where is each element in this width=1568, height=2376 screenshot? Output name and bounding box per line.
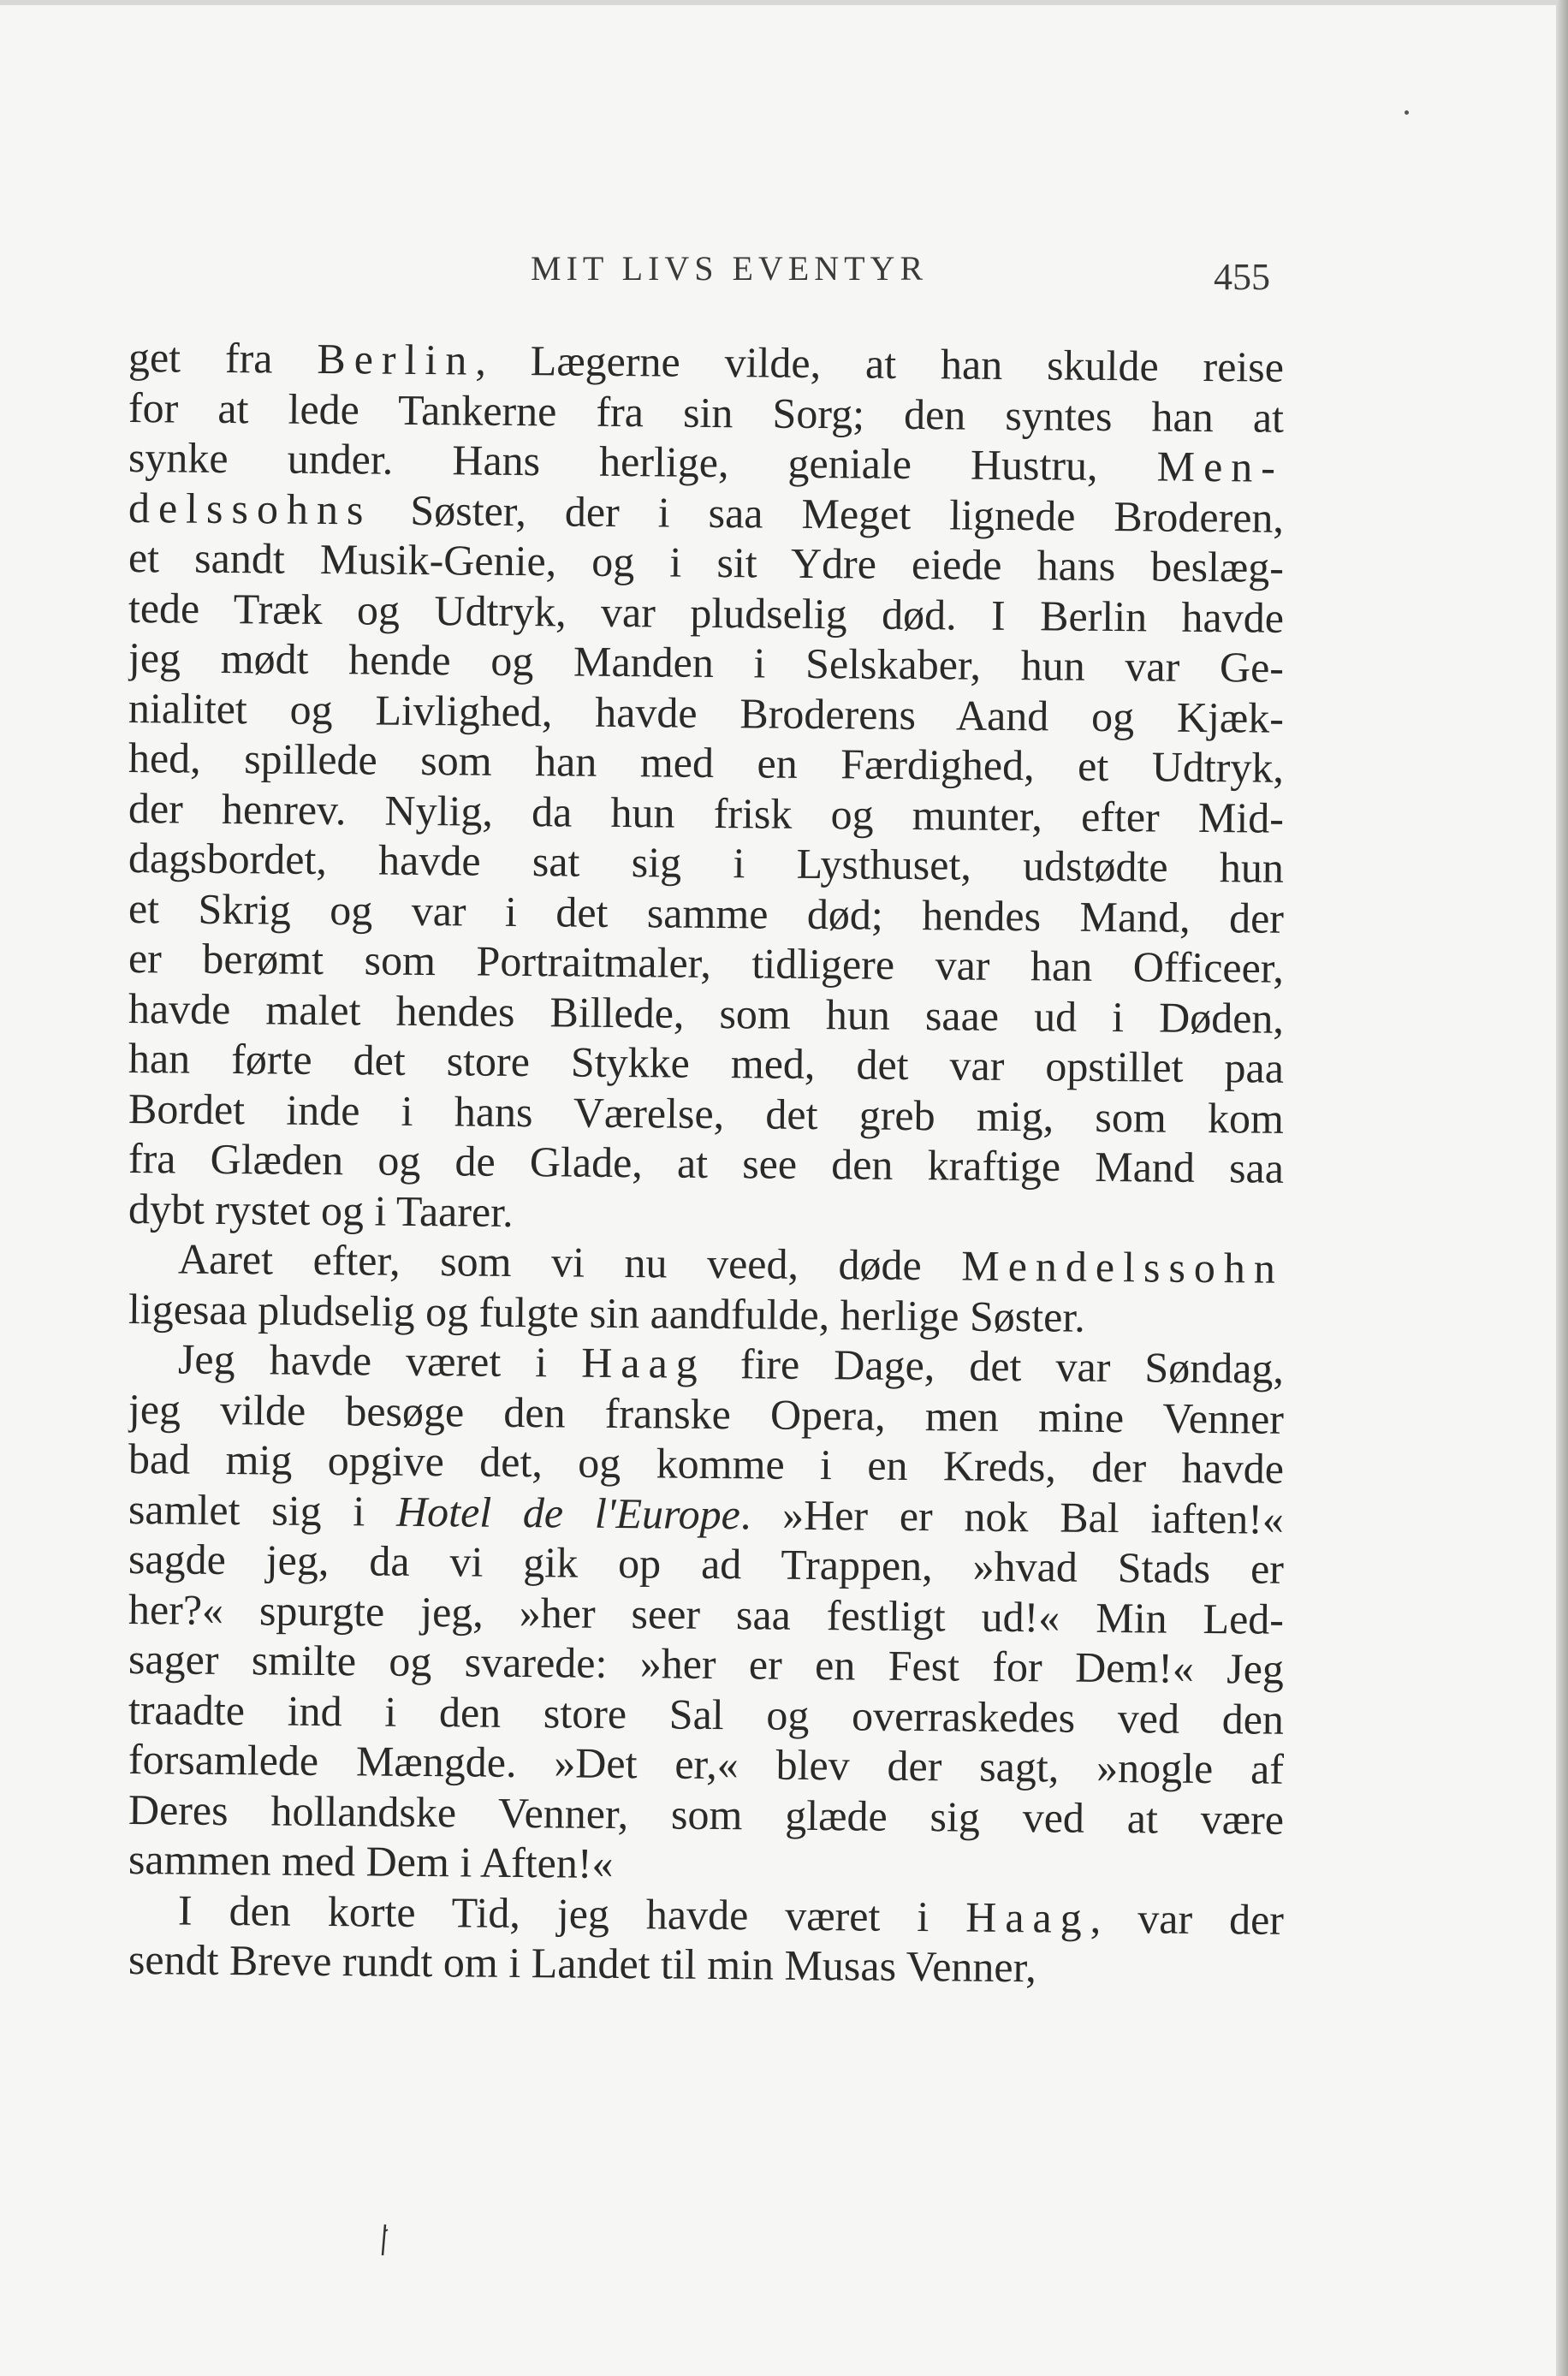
text-line: jeg vilde besøge den franske Opera, men mine Venner <box>128 1384 1285 1443</box>
text-line: delssohns Søster, der i saa Meget lignede Broderen, <box>128 483 1285 542</box>
scan-top-edge <box>0 0 1568 5</box>
text-line: et sandt Musik-Genie, og i sit Ydre eiede hans beslæg- <box>128 533 1285 591</box>
spaced-name: Haag <box>965 1892 1091 1942</box>
text-line: get fra Berlin, Lægerne vilde, at han skulde reise <box>128 333 1285 391</box>
text-line: synke under. Hans herlige, geniale Hustru, Men- <box>128 433 1285 491</box>
scan-right-edge <box>1556 0 1568 2376</box>
text-line: hed, spillede som han med en Færdighed, et Udtryk, <box>128 734 1285 792</box>
text-line: forsamlede Mængde. »Det er,« blev der sagt, »nogle af <box>128 1735 1285 1793</box>
text-line: han førte det store Stykke med, det var opstillet paa <box>128 1034 1285 1092</box>
body-text <box>128 332 1285 1992</box>
text-line: samlet sig i Hotel de l'Europe. »Her er nok Bal iaften!« <box>128 1484 1285 1543</box>
text-line: I den korte Tid, jeg havde været i Haag, var der <box>177 1886 1285 1944</box>
spaced-name: Haag <box>581 1338 707 1387</box>
text-line: fra Glæden og de Glade, at see den kraftige Mand saa <box>128 1134 1285 1192</box>
text-line: Bordet inde i hans Værelse, det greb mig, som kom <box>128 1084 1285 1143</box>
text-line: Aaret efter, som vi nu veed, døde Mendelssohn <box>177 1234 1285 1292</box>
running-title: MIT LIVS EVENTYR <box>531 249 929 288</box>
pencil-mark <box>380 2223 389 2257</box>
text-line: er berømt som Portraitmaler, tidligere var han Officeer, <box>128 934 1285 992</box>
spaced-name: Berlin <box>317 334 476 384</box>
text-line: der henrev. Nylig, da hun frisk og munter, efter Mid- <box>128 783 1285 842</box>
text-line: jeg mødt hende og Manden i Selskaber, hun var Ge- <box>128 633 1285 692</box>
italic-text: Hotel de l'Europe <box>395 1487 741 1538</box>
text-line: bad mig opgive det, og komme i en Kreds, der havde <box>128 1435 1285 1493</box>
text-line: traadte ind i den store Sal og overraskedes ved den <box>128 1684 1285 1743</box>
text-line: tede Træk og Udtryk, var pludselig død. I Berlin havde <box>128 583 1285 642</box>
text-line: Jeg havde været i Haag fire Dage, det var Søndag, <box>177 1334 1285 1393</box>
text-line: nialitet og Livlighed, havde Broderens Aand og Kjæk- <box>128 683 1285 742</box>
text-line: her?« spurgte jeg, »her seer saa festligt ud!« Min Led- <box>128 1584 1285 1643</box>
text-line: dagsbordet, havde sat sig i Lysthuset, udstødte hun <box>128 834 1285 892</box>
text-line: dybt rystet og i Taarer. <box>128 1184 514 1236</box>
spaced-name: delssohns <box>128 483 372 533</box>
text-line: sager smilte og svarede: »her er en Fest for Dem!« Jeg <box>128 1635 1285 1693</box>
text-line: sagde jeg, da vi gik op ad Trappen, »hvad Stads er <box>128 1535 1285 1593</box>
dust-speck <box>1405 110 1409 115</box>
text-line: et Skrig og var i det samme død; hendes Mand, der <box>128 883 1285 942</box>
text-line: sendt Breve rundt om i Landet til min Musas Venner, <box>128 1935 1037 1992</box>
text-line: sammen med Dem i Aften!« <box>128 1835 614 1887</box>
spaced-name: Men- <box>1156 442 1285 491</box>
spaced-name: Mendelssohn <box>961 1241 1285 1292</box>
text-line: ligesaa pludselig og fulgte sin aandfulde, herlige Søster. <box>128 1284 1086 1341</box>
page-number: 455 <box>1214 256 1270 298</box>
text-line: for at lede Tankerne fra sin Sorg; den syntes han at <box>128 383 1285 442</box>
text-line: havde malet hendes Billede, som hun saae ud i Døden, <box>128 983 1285 1042</box>
text-line: Deres hollandske Venner, som glæde sig ved at være <box>128 1785 1285 1844</box>
